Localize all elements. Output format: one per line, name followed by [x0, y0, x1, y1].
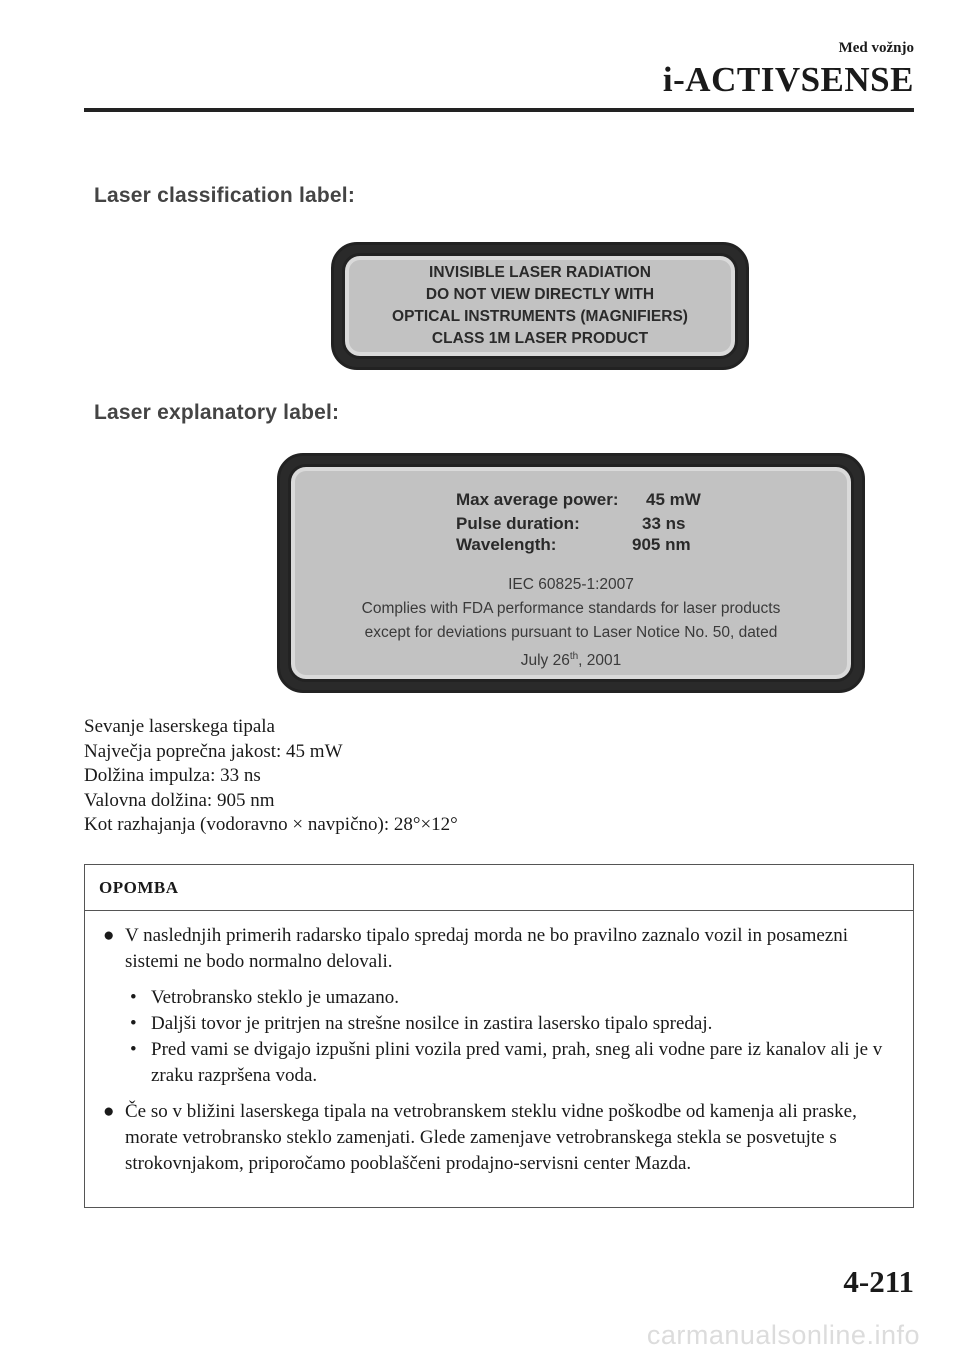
iec-standard: IEC 60825-1:2007 [508, 576, 634, 593]
bullet-icon: • [130, 1039, 137, 1060]
compliance-line: except for deviations pursuant to Laser Notice No. 50, dated [364, 624, 778, 641]
watermark: carmanualsonline.info [646, 1320, 920, 1350]
bullet-icon: ● [103, 1101, 115, 1122]
sensor-specs [84, 715, 458, 838]
bullet-icon: ● [103, 925, 115, 946]
section-label: Med vožnjo [838, 40, 914, 56]
spec-key: Max average power: [456, 490, 619, 509]
spec-value: 905 nm [632, 535, 691, 554]
note-bullet: ● Če so v bližini laserskega tipala na vetrobranskem steklu vidne poškodbe od kamenja ali praske, morate vetrobransko steklo zamenjati. Glede zamenjave vetrobranskega stekla se posvetujte s strokovnjakom, priporočamo pooblaščeni prodajno-servisni center Mazda. [103, 1101, 857, 1174]
spec-line: Kot razhajanja (vodoravno × navpično): 28°×12° [84, 814, 458, 835]
classification-line: DO NOT VIEW DIRECTLY WITH [425, 286, 655, 303]
spec-value: 33 ns [642, 514, 686, 533]
note-sub-bullet: • Pred vami se dvigajo izpušni plini vozila pred vami, prah, sneg ali vodne pare iz kanalov ali je v zraku razpršena voda. [130, 1039, 883, 1086]
bullet-icon: • [130, 987, 137, 1008]
note-sublist [125, 985, 897, 1089]
note-heading: OPOMBA [85, 865, 913, 911]
note-sub-bullet: • Vetrobransko steklo je umazano. [125, 985, 897, 1011]
classification-label-plate [331, 242, 749, 370]
compliance-line: Complies with FDA performance standards for laser products [361, 600, 781, 617]
spec-key: Pulse duration: [456, 514, 580, 533]
classification-label-heading: Laser classification label: [94, 184, 356, 207]
note-body [85, 911, 913, 1177]
classification-label-inner [342, 253, 738, 359]
classification-line: CLASS 1M LASER PRODUCT [431, 330, 649, 347]
note-box [84, 864, 914, 1208]
note-sub-bullet: • Daljši tovor je pritrjen na strešne nosilce in zastira lasersko tipalo spredaj. [125, 1011, 897, 1037]
spec-key: Wavelength: [456, 535, 557, 554]
spec-line: Dolžina impulza: 33 ns [84, 765, 261, 786]
spec-value: 45 mW [646, 490, 701, 509]
note-bullet: ● V naslednjih primerih radarsko tipalo spredaj morda ne bo pravilno zaznalo vozil in posamezni sistemi ne bodo normalno delovali. [103, 925, 849, 972]
header-rule [84, 108, 914, 112]
classification-line: OPTICAL INSTRUMENTS (MAGNIFIERS) [392, 308, 688, 325]
spec-line: Največja poprečna jakost: 45 mW [84, 740, 343, 762]
explanatory-label-heading: Laser explanatory label: [94, 401, 340, 424]
bullet-icon: • [130, 1013, 137, 1034]
spec-line: Valovna dolžina: 905 nm [84, 789, 275, 811]
explanatory-label-plate [277, 453, 865, 693]
classification-line: INVISIBLE LASER RADIATION [429, 264, 651, 281]
page-number: 4-211 [843, 1264, 914, 1299]
explanatory-label-inner [288, 464, 854, 682]
compliance-block [291, 573, 851, 673]
spec-line: Sevanje laserskega tipala [84, 716, 275, 737]
chapter-title: i-ACTIVSENSE [662, 60, 914, 99]
compliance-date: July 26th, 2001 [520, 651, 622, 670]
